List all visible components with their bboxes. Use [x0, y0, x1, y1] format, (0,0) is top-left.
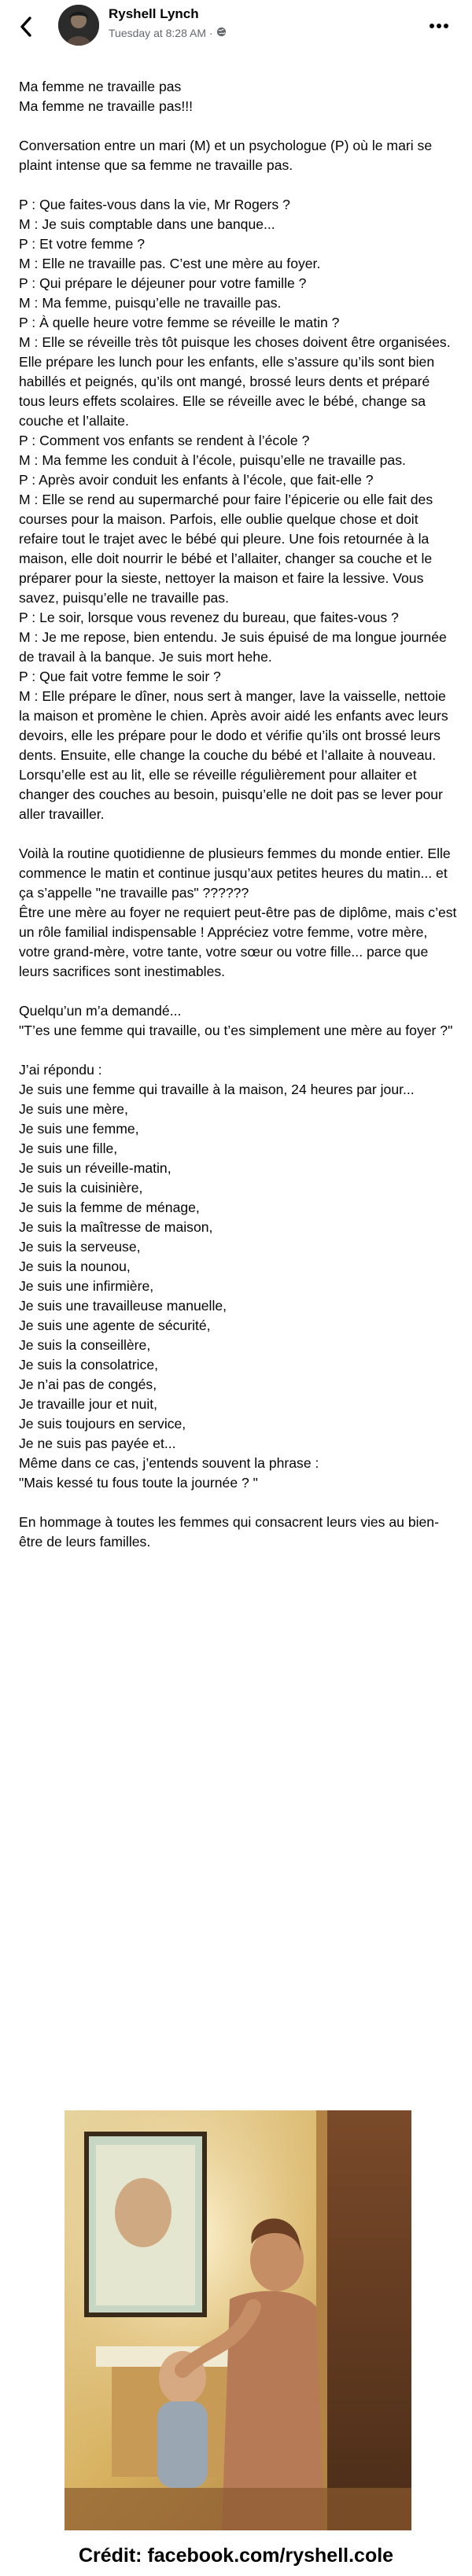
post-paragraph: M : Elle prépare le dîner, nous sert à manger, lave la vaisselle, nettoie la maison et promène le chien. Après avoir aidé les enfants avec leurs devoirs, elle les prépare pour le dodo et vérifie qu’ils ont brossé leurs dents. Ensuite, elle change la couche du bébé et l’allaite à nouveau. Lorsqu’elle est au lit, elle se réveille régulièrement pour allaiter et changer des couches au besoin, puisqu’elle ne doit pas se lever pour aller travailler.	[19, 688, 448, 822]
post-paragraph: Je suis une femme,	[19, 1121, 139, 1137]
post-paragraph: Je suis toujours en service,	[19, 1416, 186, 1432]
post-paragraph: Quelqu’un m’a demandé...	[19, 1003, 182, 1019]
post-paragraph: Être une mère au foyer ne requiert peut-être pas de diplôme, mais c’est un rôle familial indispensable ! Appréciez votre femme, votre mère, votre grand-mère, votre tante, votre sœur ou votre fille... parce que leurs sacrifices sont inestimables.	[19, 905, 457, 979]
post-paragraph: P : Le soir, lorsque vous revenez du bureau, que faites-vous ?	[19, 610, 399, 625]
post-photo[interactable]	[65, 2110, 411, 2530]
post-paragraph: Je suis une femme qui travaille à la maison, 24 heures par jour...	[19, 1082, 415, 1097]
chevron-left-icon[interactable]	[14, 13, 38, 41]
post-paragraph: "T’es une femme qui travaille, ou t’es simplement une mère au foyer ?"	[19, 1023, 453, 1038]
post-paragraph: P : Après avoir conduit les enfants à l’école, que fait-elle ?	[19, 472, 374, 488]
timestamp[interactable]: Tuesday at 8:28 AM	[109, 27, 206, 39]
post-paragraph: Je suis une fille,	[19, 1141, 118, 1156]
post-paragraph: Je suis une mère,	[19, 1101, 128, 1117]
post-paragraph: M : Je suis comptable dans une banque...	[19, 216, 275, 232]
post-paragraph: P : Et votre femme ?	[19, 236, 146, 252]
post-paragraph: J’ai répondu :	[19, 1062, 102, 1078]
post-paragraph: Ma femme ne travaille pas!!!	[19, 98, 193, 114]
post-paragraph: Je suis la serveuse,	[19, 1239, 141, 1255]
post-paragraph: M : Ma femme, puisqu’elle ne travaille pas.	[19, 295, 282, 311]
post-paragraph: Je suis une travailleuse manuelle,	[19, 1298, 227, 1314]
post-paragraph: Je n’ai pas de congés,	[19, 1376, 157, 1392]
paragraph-spacer	[19, 982, 459, 1001]
post-paragraph: En hommage à toutes les femmes qui consacrent leurs vies au bien-être de leurs familles.	[19, 1514, 439, 1550]
post-paragraph: P : Que faites-vous dans la vie, Mr Rogers ?	[19, 197, 290, 212]
post-paragraph: M : Ma femme les conduit à l’école, puisqu’elle ne travaille pas.	[19, 452, 406, 468]
post-text	[19, 77, 459, 1552]
paragraph-spacer	[19, 1493, 459, 1513]
avatar[interactable]	[58, 5, 99, 46]
post-paragraph: Je suis un réveille-matin,	[19, 1160, 171, 1176]
post-paragraph: M : Je me repose, bien entendu. Je suis épuisé de ma longue journée de travail à la banque. Je suis mort hehe.	[19, 629, 447, 665]
paragraph-spacer	[19, 824, 459, 844]
post-paragraph: "Mais kessé tu fous toute la journée ? "	[19, 1475, 258, 1491]
post-paragraph: M : Elle se réveille très tôt puisque les choses doivent être organisées. Elle prépare les lunch pour les enfants, elle s’assure qu’ils sont bien habillés et peignés, qu’ils ont mangé, brossé leurs dents et préparé tous leurs effets scolaires. Elle se réveille avec le bébé, change sa couche et l’allaite.	[19, 334, 451, 429]
post-paragraph: P : Comment vos enfants se rendent à l’école ?	[19, 433, 310, 448]
post-paragraph: Je suis la nounou,	[19, 1259, 131, 1274]
paragraph-spacer	[19, 116, 459, 136]
post-paragraph: M : Elle se rend au supermarché pour faire l’épicerie ou elle fait des courses pour la maison. Parfois, elle oublie quelque chose et doit refaire tout le trajet avec le bébé qui pleure. Une fois retournée à la maison, elle doit nourrir le bébé et l’allaiter, changer sa couche et le préparer pour la sieste, nettoyer la maison et faire la lessive. Vous savez, puisqu’elle ne travaille pas.	[19, 492, 433, 606]
credit-caption: Crédit: facebook.com/ryshell.cole	[78, 2545, 394, 2567]
post-paragraph: P : À quelle heure votre femme se réveille le matin ?	[19, 315, 340, 330]
meta-separator: ·	[209, 27, 213, 39]
post-paragraph: Voilà la routine quotidienne de plusieurs femmes du monde entier. Elle commence le matin et continue jusqu’aux petites heures du matin... et ça s’appelle "ne travaille pas" ??????	[19, 846, 451, 901]
post-paragraph: Je ne suis pas payée et...	[19, 1435, 176, 1451]
post-meta	[109, 27, 227, 39]
post-paragraph: Je suis une agente de sécurité,	[19, 1317, 211, 1333]
paragraph-spacer	[19, 1041, 459, 1060]
post-paragraph: Je suis la conseillère,	[19, 1337, 151, 1353]
post-paragraph: Ma femme ne travaille pas	[19, 79, 182, 94]
post-paragraph: Je travaille jour et nuit,	[19, 1396, 158, 1412]
post-header	[0, 0, 472, 60]
globe-icon	[216, 27, 227, 39]
post-paragraph: P : Qui prépare le déjeuner pour votre famille ?	[19, 275, 307, 291]
painting-illustration	[65, 2110, 411, 2530]
post-paragraph: Même dans ce cas, j’entends souvent la phrase :	[19, 1455, 319, 1471]
post-paragraph: Je suis une infirmière,	[19, 1278, 154, 1294]
more-dots-icon[interactable]	[425, 14, 453, 38]
post-paragraph: Je suis la cuisinière,	[19, 1180, 143, 1196]
author-name[interactable]: Ryshell Lynch	[109, 6, 199, 21]
post-paragraph: Je suis la maîtresse de maison,	[19, 1219, 213, 1235]
post-paragraph: P : Que fait votre femme le soir ?	[19, 669, 221, 684]
post-paragraph: Je suis la femme de ménage,	[19, 1200, 200, 1215]
paragraph-spacer	[19, 175, 459, 195]
post-paragraph: Je suis la consolatrice,	[19, 1357, 158, 1373]
post-paragraph: Conversation entre un mari (M) et un psychologue (P) où le mari se plaint intense que sa femme ne travaille pas.	[19, 138, 433, 173]
post-paragraph: M : Elle ne travaille pas. C’est une mère au foyer.	[19, 256, 321, 271]
